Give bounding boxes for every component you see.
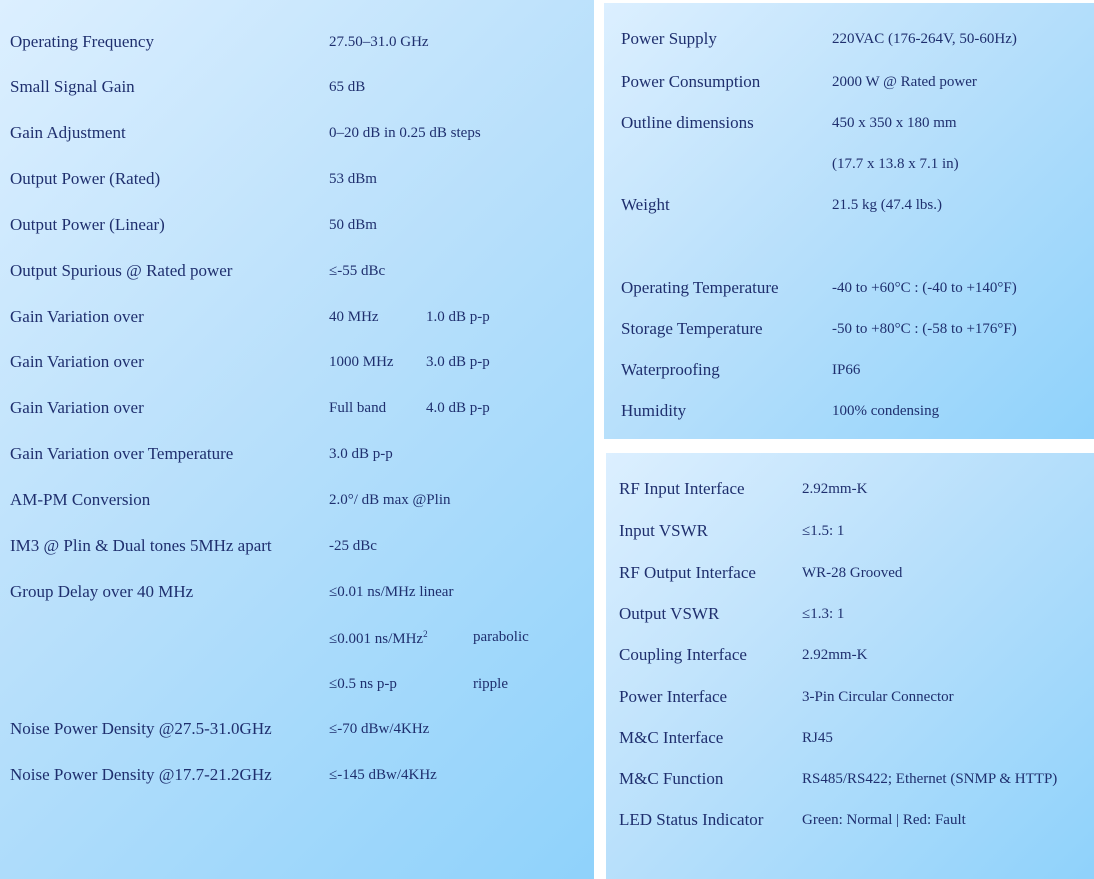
spec-label: Input VSWR	[619, 521, 708, 540]
spec-value-text: 2000 W @ Rated power	[832, 74, 977, 90]
spec-label: Gain Variation over Temperature	[10, 444, 234, 463]
spec-row	[606, 521, 1094, 545]
spec-value	[832, 403, 939, 420]
spec-value	[329, 34, 429, 51]
spec-value-text: ≤1.3: 1	[802, 606, 845, 622]
spec-row	[0, 398, 594, 422]
spec-row	[0, 215, 594, 239]
spec-label: AM-PM Conversion	[10, 490, 151, 509]
spec-value-text: ≤-55 dBc	[329, 263, 386, 279]
spec-value-text: -25 dBc	[329, 538, 377, 554]
spec-value	[329, 354, 394, 371]
spec-row	[0, 169, 594, 193]
spec-value	[832, 74, 977, 91]
spec-value-text: 40 MHz	[329, 309, 379, 325]
spec-label: RF Output Interface	[619, 563, 756, 582]
spec-label: Humidity	[621, 401, 687, 420]
spec-row	[604, 360, 1094, 384]
spec-row	[604, 154, 1094, 178]
spec-value-text: Green: Normal | Red: Fault	[802, 812, 966, 828]
spec-label: Output Spurious @ Rated power	[10, 261, 233, 280]
spec-value-text: 27.50–31.0 GHz	[329, 34, 429, 50]
spec-row	[606, 810, 1094, 834]
spec-value	[329, 263, 385, 280]
spec-row	[604, 29, 1094, 53]
spec-label: Gain Variation over	[10, 398, 144, 417]
spec-row	[604, 113, 1094, 137]
spec-value-text: 3-Pin Circular Connector	[802, 689, 954, 705]
spec-value	[329, 538, 377, 555]
spec-label: Outline dimensions	[621, 113, 754, 132]
spec-row	[0, 261, 594, 285]
spec-value-text: ≤-70 dBw/4KHz	[329, 721, 430, 737]
spec-value-text: -40 to +60°C : (-40 to +140°F)	[832, 280, 1017, 296]
spec-row	[0, 307, 594, 331]
spec-row	[0, 444, 594, 468]
spec-value	[832, 362, 860, 379]
spec-label: Group Delay over 40 MHz	[10, 582, 194, 601]
spec-row	[606, 604, 1094, 628]
spec-value-text: 2.92mm-K	[802, 481, 868, 497]
spec-row	[604, 401, 1094, 425]
spec-row	[606, 563, 1094, 587]
spec-label: Power Supply	[621, 29, 717, 48]
spec-value	[832, 197, 942, 214]
spec-value-text: 50 dBm	[329, 217, 377, 233]
spec-label: Storage Temperature	[621, 319, 763, 338]
spec-value	[329, 721, 429, 738]
spec-row	[606, 645, 1094, 669]
spec-value-text: 220VAC (176-264V, 50-60Hz)	[832, 31, 1017, 47]
spec-value-secondary: 3.0 dB p-p	[426, 354, 490, 370]
spec-value-text: ≤-145 dBw/4KHz	[329, 767, 437, 783]
spec-row	[0, 627, 594, 651]
spec-label: Weight	[621, 195, 670, 214]
spec-value	[802, 523, 844, 540]
spec-value	[329, 400, 386, 417]
spec-value-text: 53 dBm	[329, 171, 377, 187]
spec-value-secondary: parabolic	[473, 629, 529, 645]
spec-value	[802, 606, 844, 623]
spec-value-text: ≤1.5: 1	[802, 523, 845, 539]
spec-label: Output Power (Rated)	[10, 169, 161, 188]
spec-row	[606, 728, 1094, 752]
spec-value	[329, 171, 377, 188]
spec-value-text: 65 dB	[329, 79, 366, 95]
spec-value-text: ≤0.001 ns/MHz	[329, 631, 424, 647]
spec-value-superscript: 2	[423, 629, 428, 639]
spec-label: Small Signal Gain	[10, 77, 135, 96]
spec-value	[802, 730, 833, 747]
spec-value	[329, 492, 451, 509]
spec-row	[0, 123, 594, 147]
spec-value-secondary: 4.0 dB p-p	[426, 400, 490, 416]
spec-value	[802, 565, 902, 582]
spec-value	[329, 584, 453, 601]
spec-row	[0, 765, 594, 789]
spec-value-text: IP66	[832, 362, 861, 378]
spec-value	[832, 31, 1017, 48]
spec-label: Noise Power Density @17.7-21.2GHz	[10, 765, 272, 784]
spec-label: Operating Frequency	[10, 32, 154, 51]
spec-row	[604, 278, 1094, 302]
spec-value	[832, 156, 959, 173]
spec-value	[329, 767, 437, 784]
spec-label: M&C Function	[619, 769, 724, 788]
spec-value	[329, 309, 379, 326]
spec-value	[802, 812, 966, 829]
spec-value-secondary: ripple	[473, 676, 508, 692]
spec-value	[802, 481, 867, 498]
spec-row	[606, 687, 1094, 711]
spec-label: Gain Adjustment	[10, 123, 126, 142]
spec-value-text: -50 to +80°C : (-58 to +176°F)	[832, 321, 1017, 337]
spec-value-text: Full band	[329, 400, 387, 416]
spec-value-text: ≤0.01 ns/MHz linear	[329, 584, 454, 600]
spec-value-text: 450 x 350 x 180 mm	[832, 115, 957, 131]
spec-label: Power Consumption	[621, 72, 761, 91]
spec-value-text: 1000 MHz	[329, 354, 394, 370]
spec-row	[0, 719, 594, 743]
spec-label: Gain Variation over	[10, 352, 144, 371]
spec-label: IM3 @ Plin & Dual tones 5MHz apart	[10, 536, 272, 555]
general-specs-panel	[604, 3, 1094, 439]
spec-value	[802, 771, 1057, 788]
spec-value	[802, 647, 867, 664]
spec-row	[0, 674, 594, 698]
spec-value	[329, 125, 481, 142]
spec-label: Output Power (Linear)	[10, 215, 165, 234]
spec-row	[606, 769, 1094, 793]
spec-label: RF Input Interface	[619, 479, 745, 498]
spec-label: Operating Temperature	[621, 278, 779, 297]
spec-value	[832, 280, 1017, 297]
spec-row	[604, 72, 1094, 96]
spec-value-text: RS485/RS422; Ethernet (SNMP & HTTP)	[802, 771, 1058, 787]
spec-row	[604, 319, 1094, 343]
interface-specs-panel	[606, 453, 1094, 879]
spec-label: Gain Variation over	[10, 307, 144, 326]
spec-label: Output VSWR	[619, 604, 720, 623]
spec-value-text: 3.0 dB p-p	[329, 446, 393, 462]
spec-value-secondary: 1.0 dB p-p	[426, 309, 490, 325]
spec-value-text: WR-28 Grooved	[802, 565, 903, 581]
spec-value-text: (17.7 x 13.8 x 7.1 in)	[832, 156, 959, 172]
spec-value	[832, 321, 1017, 338]
spec-value	[329, 79, 365, 96]
spec-label: LED Status Indicator	[619, 810, 764, 829]
spec-label: M&C Interface	[619, 728, 724, 747]
spec-row	[0, 582, 594, 606]
spec-label: Noise Power Density @27.5-31.0GHz	[10, 719, 272, 738]
spec-row	[0, 352, 594, 376]
spec-value	[832, 115, 957, 132]
spec-row	[0, 536, 594, 560]
spec-label: Coupling Interface	[619, 645, 747, 664]
spec-value-text: 2.0°/ dB max @Plin	[329, 492, 451, 508]
spec-value-text: 2.92mm-K	[802, 647, 868, 663]
spec-value-text: 100% condensing	[832, 403, 940, 419]
spec-row	[0, 32, 594, 56]
spec-value-text: 0–20 dB in 0.25 dB steps	[329, 125, 481, 141]
spec-row	[0, 490, 594, 514]
spec-value-text: RJ45	[802, 730, 833, 746]
spec-value	[802, 689, 954, 706]
spec-row	[606, 479, 1094, 503]
spec-value	[329, 217, 377, 234]
spec-value-text: 21.5 kg (47.4 lbs.)	[832, 197, 942, 213]
spec-value	[329, 676, 397, 693]
spec-label: Power Interface	[619, 687, 728, 706]
spec-label: Waterproofing	[621, 360, 720, 379]
spec-row	[0, 77, 594, 101]
spec-row	[604, 195, 1094, 219]
spec-value-text: ≤0.5 ns p-p	[329, 676, 397, 692]
spec-value	[329, 446, 393, 463]
spec-value	[329, 629, 428, 648]
